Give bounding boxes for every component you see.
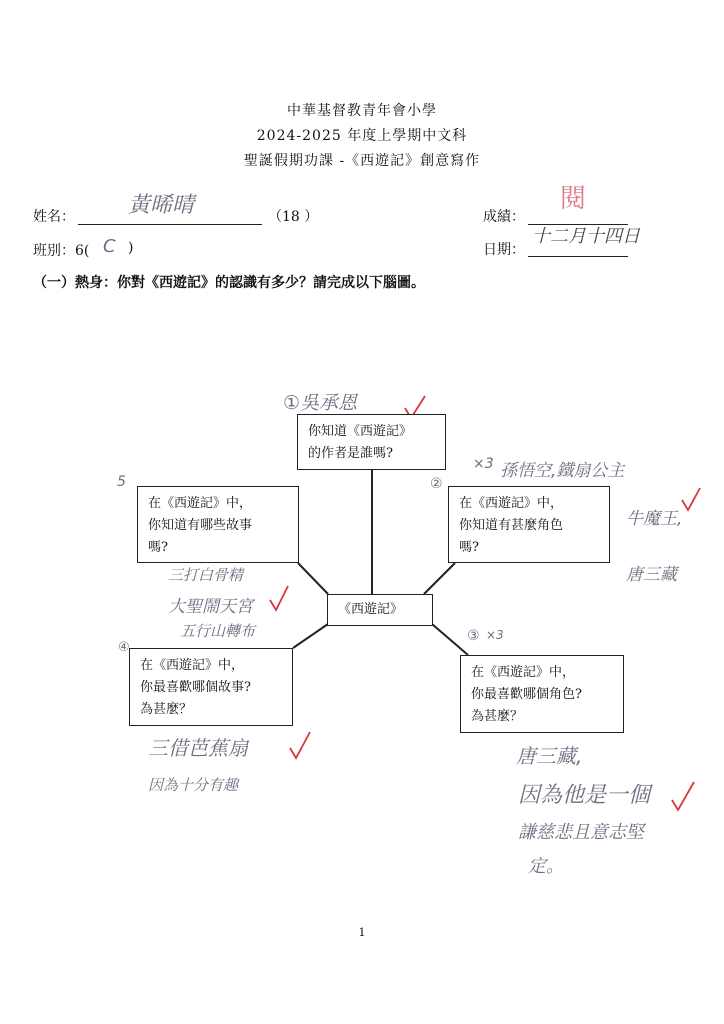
answer-story-2: 大聖鬧天宮 (168, 597, 253, 617)
class-value: C (103, 236, 116, 257)
answer-characters-number: ② (430, 476, 443, 492)
academic-year: 2024-2025 年度上學期中文科 (256, 128, 468, 144)
answer-fav-story-number: ④ (118, 640, 130, 655)
box-favorite-character: 在《西遊記》中， 你最喜歡哪個角色? 為甚麼？ (460, 655, 624, 733)
class-close: ) (128, 240, 134, 256)
student-number: （18 ） (268, 209, 319, 225)
answer-fav-story: 三借芭蕉扇 (148, 736, 248, 760)
answer-author: ①吳承恩 (283, 392, 358, 414)
assignment-title: 聖誕假期功課 -《西遊記》創意寫作 (243, 153, 481, 169)
answer-stories-number: 5 (117, 474, 126, 490)
answer-story-3: 五行山轉布 (180, 622, 256, 640)
grade-label: 成績： (483, 209, 525, 225)
answer-fav-story-reason: 因為十分有趣 (148, 776, 239, 794)
name-value: 黃晞晴 (128, 193, 195, 218)
box-center: 《西遊記》 (327, 594, 433, 626)
box-favorite-story: 在《西遊記》中， 你最喜歡哪個故事? 為甚麼？ (129, 648, 293, 726)
date-value: 十二月十四日 (532, 226, 640, 247)
school-name: 中華基督教青年會小學 (287, 103, 437, 119)
answer-fav-character-number: ③ (467, 628, 480, 644)
answer-fav-character: 唐三藏, (516, 744, 583, 768)
name-label: 姓名： (33, 209, 75, 225)
box-author: 你知道《西遊記》 的作者是誰嗎? (297, 414, 446, 470)
answer-story-1: 三打白骨精 (168, 566, 244, 584)
answer-characters-count: ×3 (473, 456, 494, 472)
class-label: 班別：6( (33, 243, 90, 259)
answer-fav-character-reason-1: 因為他是一個 (518, 783, 651, 808)
box-characters: 在《西遊記》中， 你知道有甚麼角色 嗎? (448, 486, 610, 563)
answer-character-3: 唐三藏 (626, 565, 677, 585)
answer-fav-character-count: ×3 (486, 628, 504, 642)
grade-stamp: 閱 (560, 184, 587, 214)
answer-fav-character-reason-3: 定。 (528, 856, 564, 877)
section-heading: （一）熱身：你對《西遊記》的認識有多少？請完成以下腦圖。 (33, 275, 425, 291)
answer-character-2: 牛魔王, (626, 509, 683, 529)
page-number: 1 (358, 926, 366, 939)
date-label: 日期： (483, 242, 525, 258)
answer-fav-character-reason-2: 謙慈悲且意志堅 (518, 822, 644, 843)
box-stories: 在《西遊記》中， 你知道有哪些故事 嗎? (137, 486, 299, 563)
answer-character-1: 孫悟空,鐵扇公主 (500, 461, 625, 481)
